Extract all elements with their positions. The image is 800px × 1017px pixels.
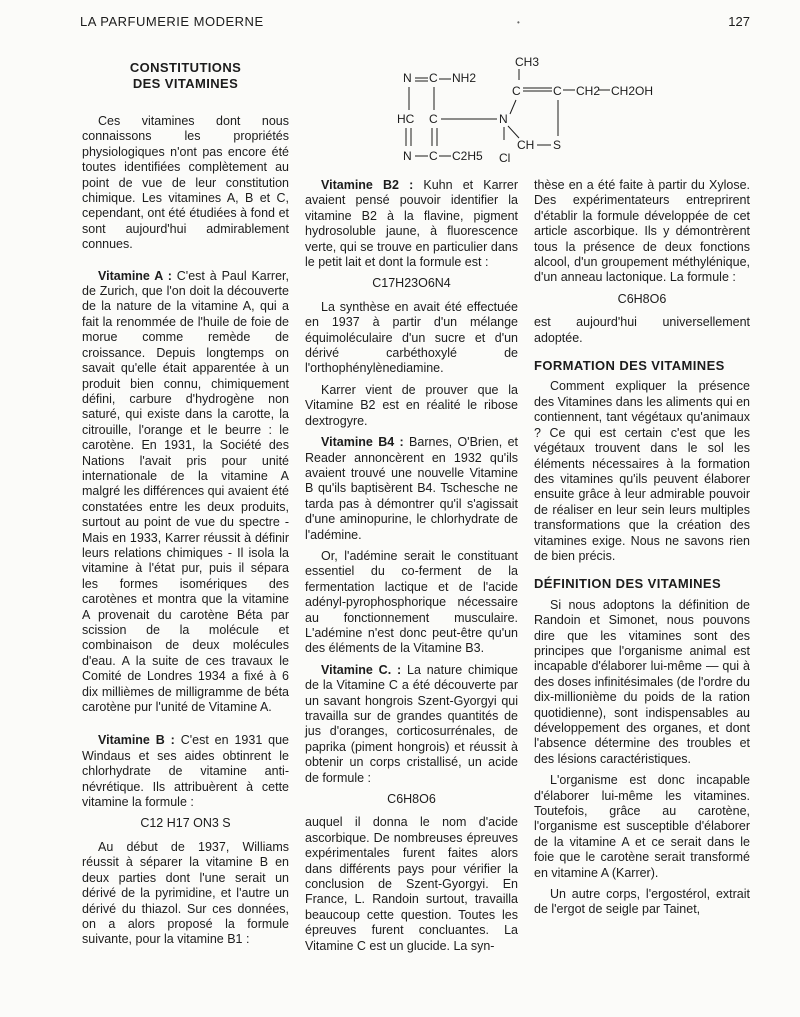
page-header xyxy=(80,14,750,34)
group-ch2: CH2 xyxy=(576,84,601,98)
section-title-constitutions: CONSTITUTIONS DES VITAMINES xyxy=(129,60,242,91)
group-hc: HC xyxy=(397,112,415,126)
group-c2h5: C2H5 xyxy=(452,149,483,163)
column-3 xyxy=(534,178,750,924)
group-ch3: CH3 xyxy=(515,55,540,69)
atom-c-top: C xyxy=(429,71,438,85)
vitamin-b1-structure-diagram xyxy=(395,52,695,174)
definition-paragraph: Si nous adoptons la définition de Randoin et Simonet, nous pouvons dire que les vitamines sont des principes que l'organisme animal est incapable d'élaborer lui-même — qui à des doses infinitésimales (de l'ordre du dix-millionième du poids de la ration quotidienne), sont indispensables au développement des organes, et dont l'absence détermine des troubles et des lésions caractéristiques. xyxy=(534,597,750,766)
intro-paragraph: Ces vitamines dont nous connaissons les propriétés physiologiques n'ont pas encore été toutes identifiées complètement au point de vue de leur constitution chimique. Les vitamines A, B et C, cependant, ont été étudiées à fond et sont aujourd'hui admirablement connues. xyxy=(82,114,289,252)
atom-c-mid: C xyxy=(429,112,438,126)
bond xyxy=(508,126,519,138)
vitamin-c-paragraph: Vitamine C. : La nature chimique de la Vitamine C a été découverte par un savant hongrois Szent-Gyorgyi qui travailla sur de grandes quantités de jus d'oranges, corticosurrénales, de paprika (piment hongrois) et réussit à obtenir un corps cristallisé, un acide de formule : xyxy=(305,662,518,785)
vitamin-b4-lead: Vitamine B4 : xyxy=(321,435,404,450)
atom-n-top: N xyxy=(403,71,412,85)
vitamin-a-lead: Vitamine A : xyxy=(98,268,172,283)
column-2 xyxy=(305,178,518,960)
vitamin-c-lead: Vitamine C. : xyxy=(321,662,402,677)
synthesis-paragraph: thèse en a été faite à partir du Xylose. Des expérimentateurs entreprirent d'établir la formule développée de cet article ascorbique. Ils y démontrèrent tous la présence de deux fonctions alcool, d'un groupement méthylénique, d'un anneau lactonique. La formule : xyxy=(534,178,750,285)
section-title-formation: FORMATION DES VITAMINES xyxy=(534,358,725,374)
synthesis-paragraph-2: est aujourd'hui universellement adoptée. xyxy=(534,315,750,345)
vitamin-b2-paragraph-2: La synthèse en avait été effectuée en 1937 à partir d'un mélange équimoléculaire d'un sucre et d'un dérivé carbéthoxylé de l'orthophénylènediamine. xyxy=(305,299,518,376)
atom-c-chain: C xyxy=(512,84,521,98)
definition-paragraph-2: L'organisme est donc incapable d'élaborer lui-même les vitamines. Toutefois, grâce au carotène, l'organisme est susceptible d'élaborer de la vitamine A et ce serait dans le foie que le carotène serait transformé en vitamine A (Karrer). xyxy=(534,773,750,880)
vitamin-a-paragraph: Vitamine A : C'est à Paul Karrer, de Zurich, que l'on doit la découverte de la nature de la vitamine A, qui a fait la renommée de l'huile de foie de morue comme remède de croissance. Depuis longtemps on savait qu'elle était apparentée à un produit bien connu, chimiquement défini, carbure d'hydrogène non saturé, qui existe dans la carotte, la citrouille, l'orange et le beurre : le carotène. En 1931, la Société des Nations l'avait pris pour unité internationale de la vitamine A malgré les différences qui avaient été constatées entre les deux produits, surtout au point de vue du spectre - Mais en 1933, Karrer réussit à définir leurs relations chimiques - Il isola la vitamine à l'état pur, puis il sépara les formes isomériques des carotènes et montra que la vitamine A provenait du carotène Béta par scission de la molécule et combinaison de deux molécules d'eau. A la suite de ces travaux le Comité de Londres 1934 a fixé à 6 dix millièmes de milligramme de béta carotène pur l'unité de Vitamine A. xyxy=(82,268,289,715)
group-ch2oh: CH2OH xyxy=(611,84,654,98)
definition-paragraph-3: Un autre corps, l'ergostérol, extrait de l'ergot de seigle par Tainet, xyxy=(534,887,750,917)
vitamin-b2-paragraph: Vitamine B2 : Kuhn et Karrer avaient pensé pouvoir identifier la vitamine B2 à la flavine, pigment hydrosoluble jaune, à fluorescence verte, qui se trouve en particulier dans le petit lait et dont la formule est : xyxy=(305,178,518,270)
running-head: LA PARFUMERIE MODERNE xyxy=(80,14,264,29)
atom-s-ring: S xyxy=(553,138,562,152)
page-number: 127 xyxy=(728,14,750,29)
atom-c-eq: C xyxy=(553,84,562,98)
bond xyxy=(510,100,516,114)
atom-n-bottom: N xyxy=(403,149,412,163)
atom-n-ring: N xyxy=(499,112,508,126)
atom-c-bottom: C xyxy=(429,149,438,163)
vitamin-c-paragraph-2: auquel il donna le nom d'acide ascorbique. De nombreuses épreuves expérimentales furent faites alors dans différents pays pour vérifier la conclusion de Szent-Gyorgyi. En France, L. Randoin surtout, travailla beaucoup cette question. Toutes les épreuves furent concluantes. La Vitamine C est un glucide. La syn- xyxy=(305,815,518,953)
vitamin-b4-paragraph-2: Or, l'adémine serait le constituant essentiel du co-ferment de la fermentation lactique et de l'acide adényl-pyrophosphorique nécessaire au fonctionnement musculaire. L'adémine n'est donc peut-être qu'un des éléments de la Vitamine B3. xyxy=(305,548,518,656)
group-ch-ring: CH xyxy=(517,138,535,152)
vitamin-b4-paragraph: Vitamine B4 : Barnes, O'Brien, et Reader annoncèrent en 1932 qu'ils avaient trouvé une nouvelle Vitamine B qu'ils baptisèrent B4. Tschesche ne tarda pas à démontrer qu'il s'agissait d'une aminopurine, le chlorhydrate de l'adémine. xyxy=(305,435,518,542)
vitamin-c-formula: C6H8O6 xyxy=(387,792,436,807)
vitamin-b2-lead: Vitamine B2 : xyxy=(321,178,414,192)
vitamin-b-paragraph-2: Au début de 1937, Williams réussit à séparer la vitamine B en deux parties dont l'une serait un dérivé de la pyrimidine, et l'autre un dérivé du thiazol. Sur ces données, on a alors proposé la formule suivante, pour la vitamine B1 : xyxy=(82,839,289,947)
vitamin-b2-formula: C17H23O6N4 xyxy=(372,276,451,291)
vitamin-b-paragraph: Vitamine B : C'est en 1931 que Windaus et ses aides obtinrent le chlorhydrate de vitamine anti-névrétique. Ils attribuèrent à cette vitamine la formule : xyxy=(82,733,290,810)
vitamin-b2-paragraph-3: Karrer vient de prouver que la Vitamine B2 est en réalité le ribose dextrogyre. xyxy=(305,382,518,428)
section-title-definition: DÉFINITION DES VITAMINES xyxy=(534,576,722,592)
atom-cl: Cl xyxy=(499,151,511,165)
vitamin-b-lead: Vitamine B : xyxy=(98,733,175,748)
formation-paragraph: Comment expliquer la présence des Vitamines dans les aliments qui en contiennent, tant végétaux qu'animaux ? Ce qui est certain c'est que les végétaux trouvent dans le sol les éléments nécessaires à la formation des vitamines qu'ils peuvent élaborer ensuite grâce à leur admirable pouvoir de réaliser en leur sein leurs multiples transformations que la création des vitamines exige. Nous ne savons rien de bien précis. xyxy=(534,379,750,563)
synthesis-formula: C6H8O6 xyxy=(617,291,667,306)
vitamin-b-formula: C12 H17 ON3 S xyxy=(140,816,231,831)
decorative-dot: • xyxy=(517,18,520,27)
column-1 xyxy=(82,60,289,954)
group-nh2: NH2 xyxy=(452,71,477,85)
